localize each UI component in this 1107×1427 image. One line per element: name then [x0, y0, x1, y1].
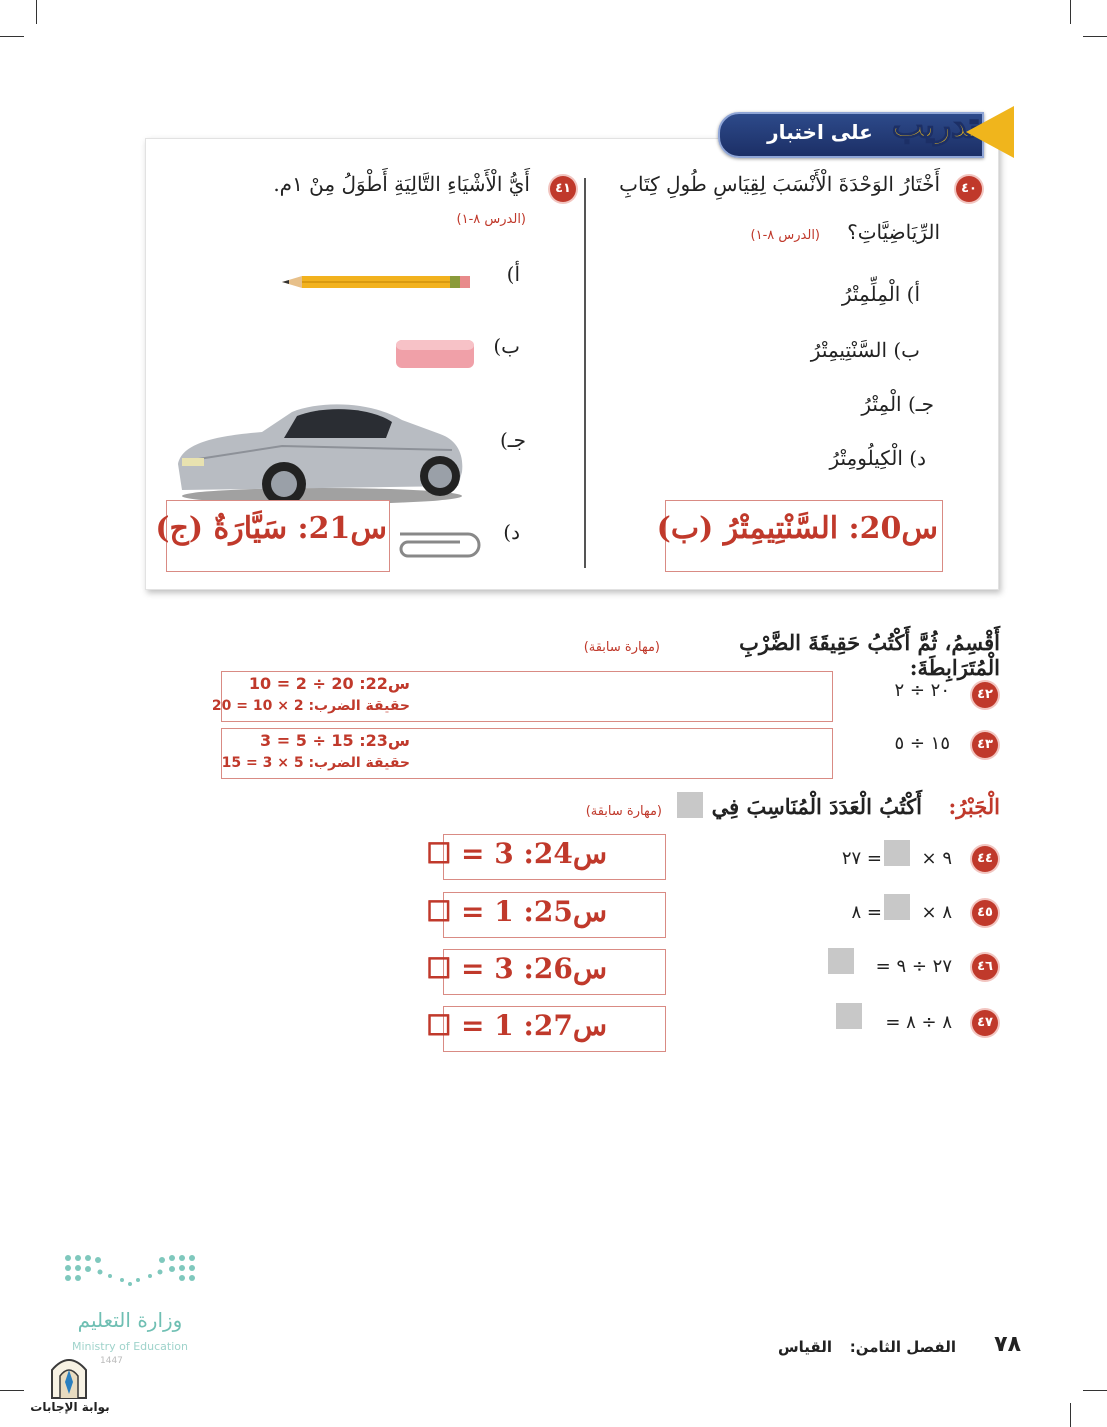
question-text-line2: الرِّيَاضِيَّاتِ؟ [847, 220, 940, 244]
question-number: ٤٣ [972, 732, 998, 758]
answer-text: س26: 3 = ☐ [426, 952, 607, 985]
ministry-name-en: Ministry of Education [71, 1340, 188, 1353]
answer-box [155, 500, 390, 572]
section-title: أَقْسِمُ، ثُمَّ أَكْتُبُ حَقِيقَةَ الضَّرْبِ الْمُتَرَابِطَةَ: [739, 630, 1000, 680]
blank-input[interactable] [828, 948, 854, 974]
car-icon[interactable] [172, 394, 468, 506]
answer-line: س22: 20 ÷ 2 = 10 [248, 674, 410, 693]
multiplication-fact: حقيقة الضرب: 5 × 3 = 15 [221, 755, 410, 771]
answer-line: س23: 15 ÷ 5 = 3 [260, 731, 410, 750]
blank-input[interactable] [884, 894, 910, 920]
answer-text: س25: 1 = ☐ [426, 895, 607, 928]
question-number: ٤٢ [972, 682, 998, 708]
answer-box [426, 834, 666, 880]
question-number: ٤٠ [956, 176, 982, 202]
option-b[interactable]: ب) السَّنْتِيمِتْرُ [810, 338, 920, 362]
banner-tag: تدريب [892, 106, 979, 146]
mosque-logo-icon [46, 1350, 92, 1400]
expression-right: = ٢٧ [841, 848, 882, 869]
crop-mark [36, 0, 37, 24]
eraser-icon[interactable] [394, 336, 476, 372]
answer-text: س24: 3 = ☐ [426, 837, 607, 870]
answer-box [656, 500, 943, 572]
crop-mark [0, 1390, 24, 1391]
multiplication-fact: حقيقة الضرب: 2 × 10 = 20 [211, 698, 410, 714]
crop-mark [1083, 1390, 1107, 1391]
pencil-icon[interactable] [282, 274, 472, 290]
blank-input[interactable] [884, 840, 910, 866]
expression-left: ٩ × [921, 848, 952, 869]
answer-text: س20: السَّنْتِيمِتْرُ (ب) [656, 511, 938, 546]
answer-text: س27: 1 = ☐ [426, 1009, 607, 1042]
lesson-reference: (الدرس ٨-١) [750, 228, 820, 243]
expression: ١٥ ÷ ٥ [894, 733, 950, 754]
section-title: أَكْتُبُ الْعَدَدَ الْمُنَاسِبَ فِي [711, 794, 922, 819]
crop-mark [0, 36, 24, 37]
question-number: ٤١ [550, 176, 576, 202]
question-text: أَخْتَارُ الوَحْدَةَ الْأَنْسَبَ لِقِيَاسِ طُولِ كِتَابِ [619, 172, 940, 196]
crop-mark [1083, 36, 1107, 37]
test-practice-banner [718, 106, 984, 158]
column-divider [584, 178, 586, 568]
skill-reference: (مهارة سابقة) [583, 640, 660, 655]
expression-left: ٨ ÷ ٨ = [885, 1012, 952, 1033]
ministry-name-ar: وزارة التعليم [77, 1308, 183, 1332]
answer-box [426, 949, 666, 995]
option-b-label: ب) [493, 334, 520, 358]
year-label: 1447 [100, 1356, 123, 1366]
blank-input[interactable] [836, 1003, 862, 1029]
page-number: ٧٨ [994, 1332, 1021, 1357]
question-number: ٤٤ [972, 846, 998, 872]
answer-text: س21: سَيَّارَةٌ (ج) [155, 511, 387, 546]
option-c-label: جـ) [499, 428, 526, 452]
question-number: ٤٥ [972, 900, 998, 926]
answer-box [426, 892, 666, 938]
option-d-label: د) [503, 520, 520, 544]
blank-square-icon [677, 792, 703, 818]
expression-left: ٨ × [921, 902, 952, 923]
chapter-name: القياس [777, 1338, 832, 1356]
algebra-label: الْجَبْرُ: [948, 794, 1000, 819]
banner-label: على اختبار [767, 120, 873, 144]
answer-box [211, 671, 833, 722]
skill-reference: (مهارة سابقة) [585, 804, 662, 819]
expression: ٢٠ ÷ ٢ [894, 680, 950, 701]
chapter-label: الفصل الثامن: [849, 1338, 956, 1356]
question-number: ٤٦ [972, 954, 998, 980]
option-a-label: أ) [506, 262, 520, 286]
answer-box [426, 1006, 666, 1052]
question-number: ٤٧ [972, 1010, 998, 1036]
banner-arrow-icon [966, 106, 1014, 158]
expression-right: = ٨ [851, 902, 882, 923]
option-c[interactable]: جـ) الْمِتْرُ [861, 392, 934, 416]
ministry-logo-icon [62, 1252, 198, 1292]
crop-mark [1070, 1403, 1071, 1427]
crop-mark [1070, 0, 1071, 24]
answer-box [221, 728, 833, 779]
question-text: أَيُّ الْأَشْيَاءِ التَّالِيَةِ أَطْوَلُ مِنْ ١م. [273, 172, 530, 196]
expression-left: ٢٧ ÷ ٩ = [875, 956, 952, 977]
paper-clip-icon[interactable] [390, 530, 482, 560]
option-d[interactable]: د) الْكِيلُومِتْرُ [829, 446, 926, 470]
site-name: بوابة الإجابات [30, 1400, 110, 1414]
option-a[interactable]: أ) الْمِلِّمِتْرُ [841, 282, 920, 306]
lesson-reference: (الدرس ٨-١) [456, 212, 526, 227]
